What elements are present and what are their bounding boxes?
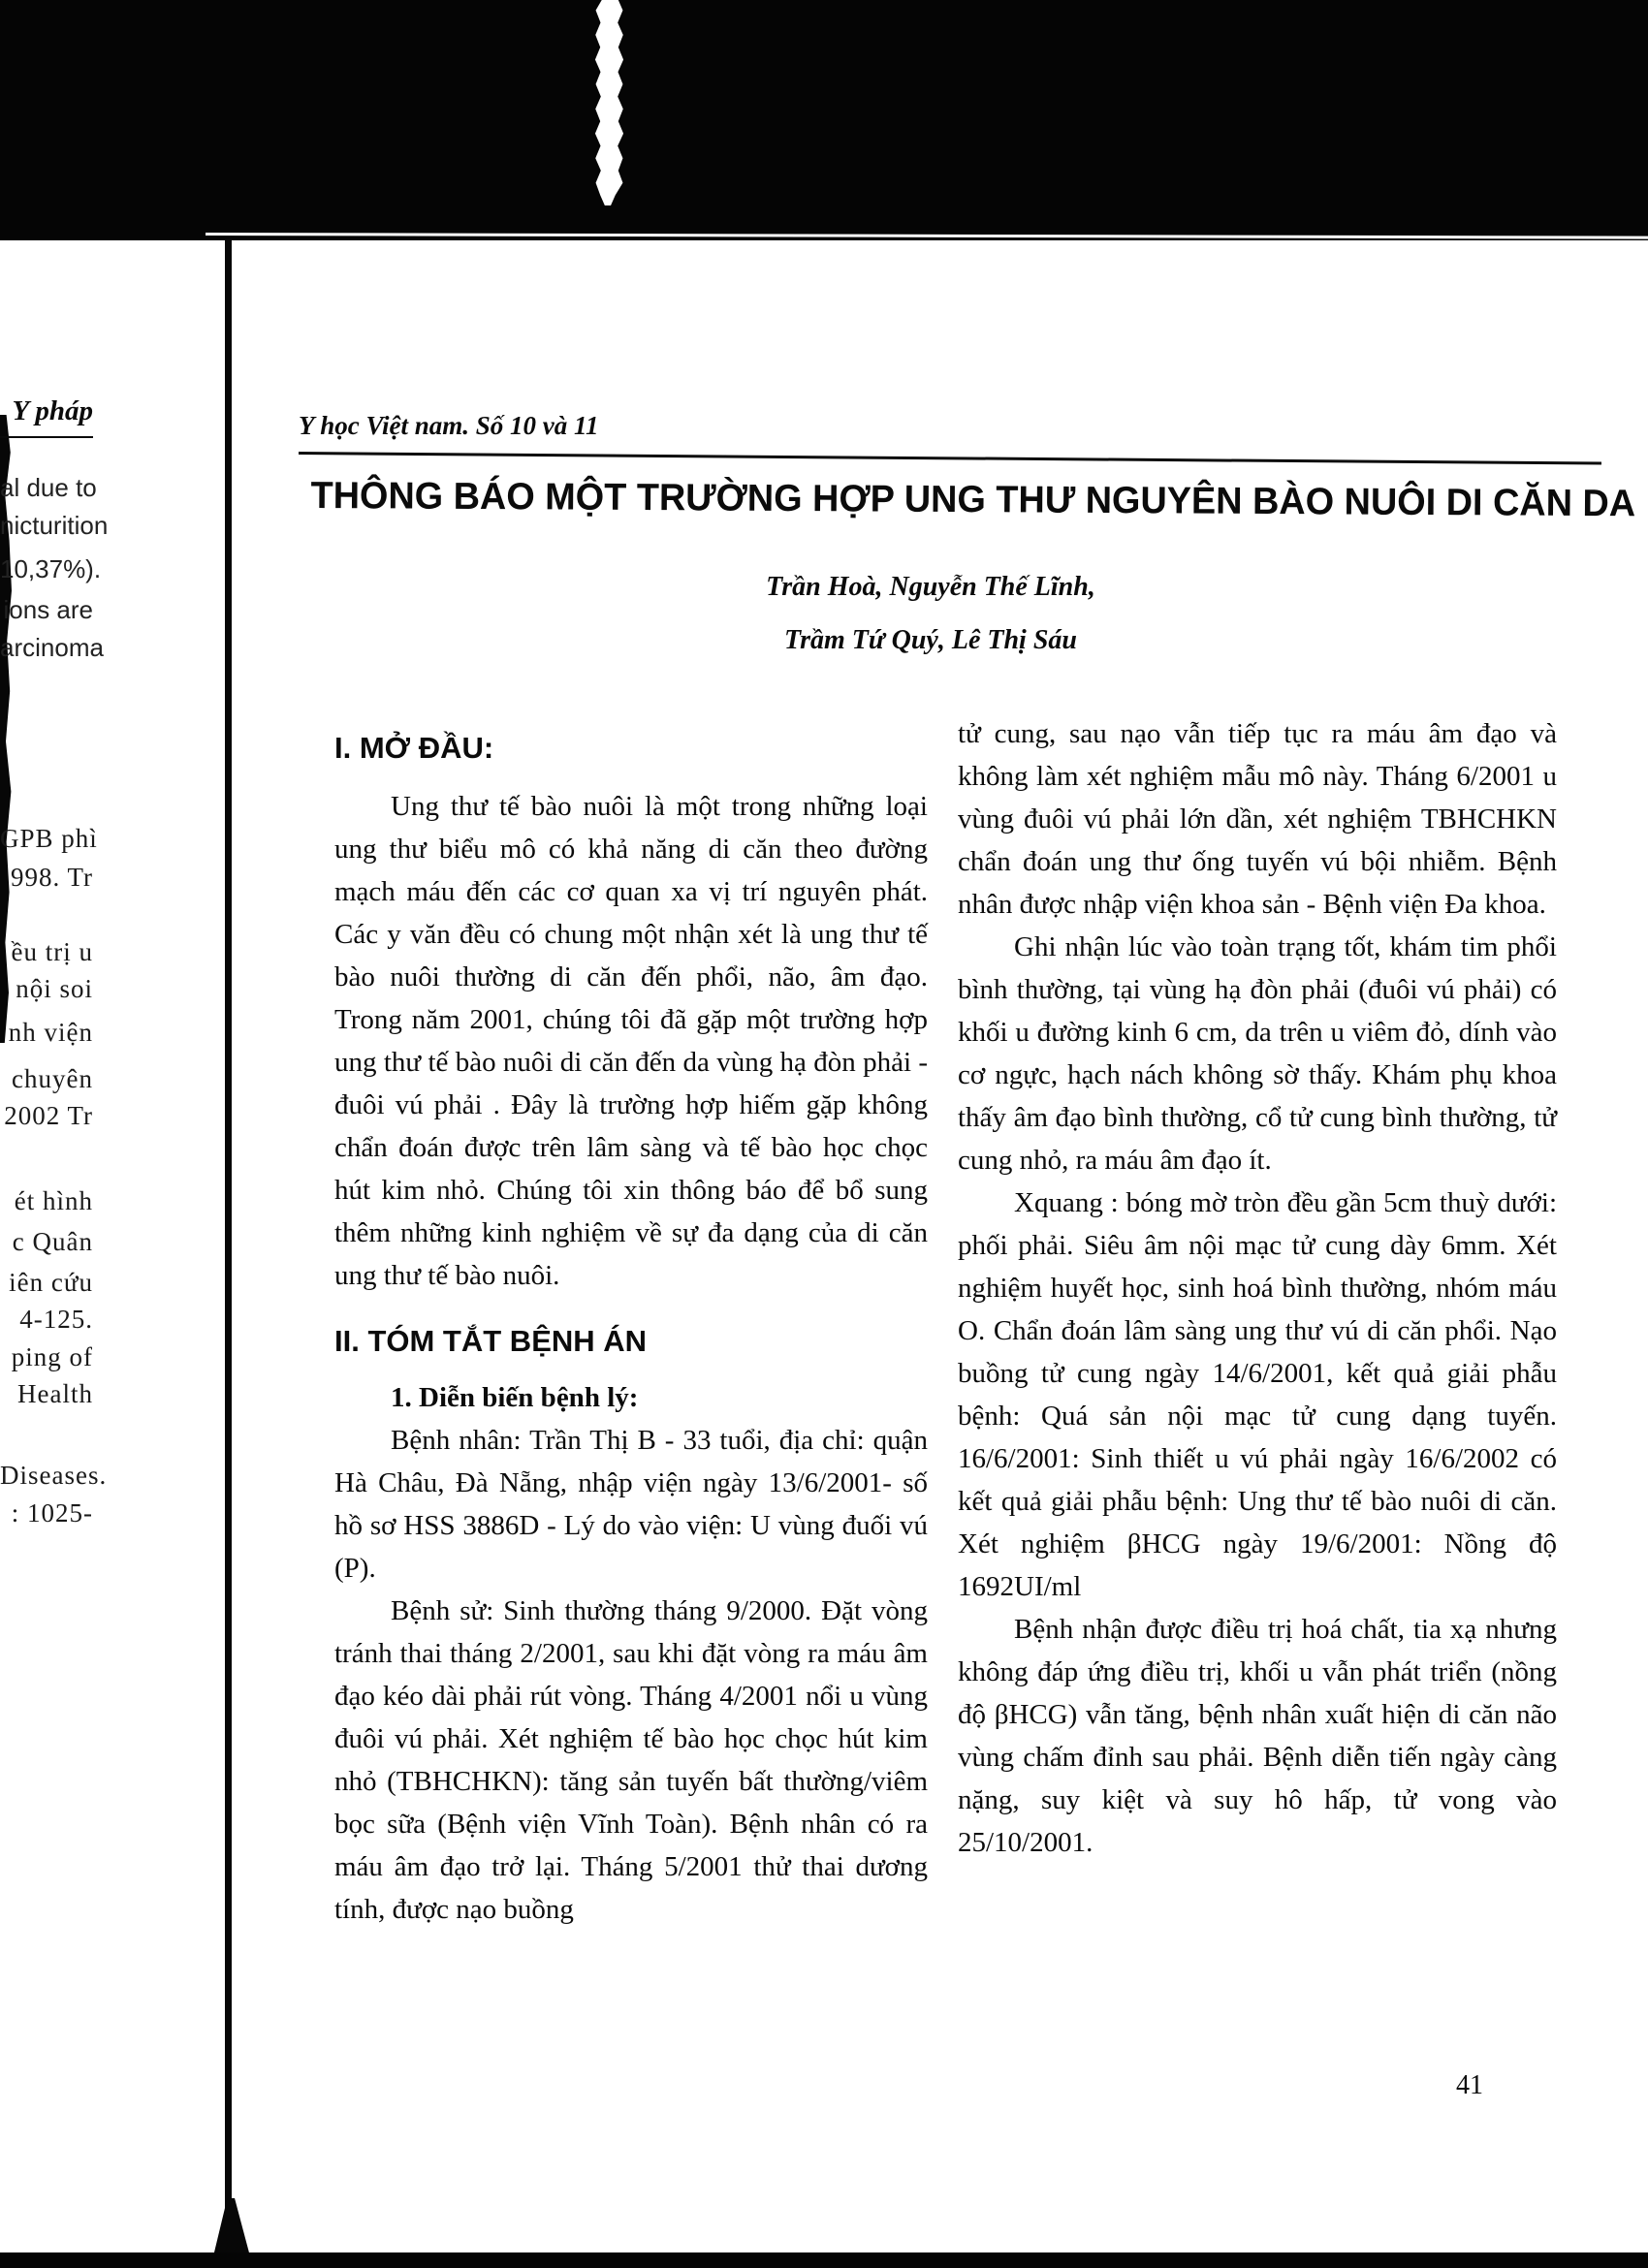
section-2-paragraph-4: Xquang : bóng mờ tròn đều gần 5cm thuỳ dưới: phối phải. Siêu âm nội mạc tử cung dày 6mm. Xét nghiệm huyết học, sinh hoá bình thường, nhóm máu O. Chẩn đoán lâm sàng ung thư vú di căn phổi. Nạo buồng tử cung ngày 14/6/2001, kết quả giải phẫu bệnh: Quá sản nội mạc tử cung dạng tuyến. 16/6/2001: Sinh thiết u vú phải ngày 16/6/2002 có kết quả giải phẫu bệnh: Ung thư tế bào nuôi di căn. Xét nghiệm βHCG ngày 19/6/2001: Nồng độ 1692UI/ml [958, 1187, 1557, 1602]
margin-fragment: al due to [0, 473, 97, 502]
section-1-paragraph: Ung thư tế bào nuôi là một trong những loại ung thư biểu mô có khả năng di căn theo đường mạch máu đến các cơ quan xa vị trí nguyên phát. Các y văn đều có chung một nhận xét là ung thư tế bào nuôi thường di căn đến phổi, não, âm đạo. Trong năm 2001, chúng tôi đã gặp một trường hợp ung thư tế bào nuôi di căn đến da vùng hạ đòn phải - đuôi vú phải . Đây là trường hợp hiếm gặp không chẩn đoán được trên lâm sàng và tế bào học chọc hút kim nhỏ. Chúng tôi xin thông báo để bổ sung thêm những kinh nghiệm về sự đa dạng của di căn ung thư tế bào nuôi. [334, 791, 928, 1291]
scan-bottom-bar [0, 2252, 1648, 2268]
page-gutter-shadow-base [213, 2198, 250, 2256]
section-1-heading: I. MỞ ĐẦU: [334, 731, 494, 765]
margin-fragment-rule [0, 436, 93, 438]
section-2-paragraph-2: Bệnh sử: Sinh thường tháng 9/2000. Đặt vòng tránh thai tháng 2/2001, sau khi đặt vòng ra máu âm đạo kéo dài phải rút vòng. Tháng 4/2001 nổi u vùng đuôi vú phải. Xét nghiệm tế bào học chọc hút kim nhỏ (TBHCHKN): tăng sản tuyến bất thường/viêm bọc sữa (Bệnh viện Vĩnh Toàn). Bệnh nhân có ra máu âm đạo trở lại. Tháng 5/2001 thử thai dương tính, được nạo buồng [334, 1595, 928, 1925]
page-gutter-shadow [225, 238, 232, 2258]
margin-fragment: ions are [3, 595, 93, 624]
authors-line-2: Trầm Tứ Quý, Lê Thị Sáu [784, 625, 1077, 655]
left-column [334, 727, 928, 1931]
margin-fragment: ping of [11, 1342, 93, 1371]
margin-fragment: 10,37%). [0, 554, 102, 583]
page-number: 41 [1456, 2070, 1483, 2100]
spine-highlight-mark [594, 0, 624, 205]
margin-fragment: : 1025- [11, 1498, 93, 1528]
margin-fragment: iên cứu [9, 1268, 93, 1297]
section-2-paragraph-3: Ghi nhận lúc vào toàn trạng tốt, khám tim phổi bình thường, tại vùng hạ đòn phải (đuôi vú phải) có khối u đường kinh 6 cm, da trên u viêm đỏ, dính vào cơ ngực, hạch nách không sờ thấy. Khám phụ khoa thấy âm đạo bình thường, cổ tử cung bình thường, tử cung nhỏ, ra máu âm đạo ít. [958, 931, 1557, 1176]
section-2-paragraph-5: Bệnh nhận được điều trị hoá chất, tia xạ nhưng không đáp ứng điều trị, khối u vẫn phát triển (nồng độ βHCG) vẫn tăng, bệnh nhân xuất hiện di căn não vùng chấm đỉnh sau phải. Bệnh diễn tiến ngày càng nặng, suy kiệt và suy hô hấp, tử vong vào 25/10/2001. [958, 1614, 1557, 1858]
section-2-paragraph-2-continued: tử cung, sau nạo vẫn tiếp tục ra máu âm đạo và không làm xét nghiệm mẫu mô này. Tháng 6/2001 u vùng đuôi vú phải lớn dần, xét nghiệm TBHCHKN chẩn đoán ung thư ống tuyến vú bội nhiễm. Bệnh nhân được nhập viện khoa sản - Bệnh viện Đa khoa. [958, 718, 1557, 920]
authors-line-1: Trần Hoà, Nguyễn Thế Lĩnh, [766, 572, 1095, 602]
previous-page-margin-text [0, 0, 109, 2268]
margin-fragment: c Quân [12, 1227, 93, 1256]
margin-fragment: GPB phì [0, 824, 98, 853]
article-authors [640, 560, 1221, 667]
margin-fragment: 4-125. [19, 1305, 93, 1334]
right-column [958, 712, 1557, 1864]
margin-fragment: ét hình [14, 1186, 93, 1215]
article-title: THÔNG BÁO MỘT TRƯỜNG HỢP UNG THƯ NGUYÊN BÀO NUÔI DI CĂN DA [310, 474, 1636, 525]
margin-fragment: Health [17, 1379, 93, 1408]
margin-fragment: 2002 Tr [4, 1101, 93, 1130]
section-2-paragraph-1: Bệnh nhân: Trần Thị B - 33 tuổi, địa chỉ: quận Hà Châu, Đà Nẵng, nhập viện ngày 13/6/2001- số hồ sơ HSS 3886D - Lý do vào viện: U vùng đuối vú (P). [334, 1425, 928, 1584]
margin-fragment: 998. Tr [10, 863, 93, 892]
margin-fragment: nicturition [0, 511, 109, 540]
margin-fragment: chuyên [12, 1064, 93, 1093]
margin-fragment: ều trị u [11, 937, 93, 966]
section-2-heading: II. TÓM TẮT BỆNH ÁN [334, 1324, 648, 1358]
margin-fragment: nh viện [8, 1018, 93, 1047]
margin-fragment: arcinoma [0, 633, 104, 662]
header-rule [299, 452, 1601, 465]
margin-fragment: nội soi [16, 974, 93, 1003]
section-2-subheading: 1. Diễn biến bệnh lý: [391, 1382, 639, 1413]
margin-fragment: Diseases. [0, 1461, 108, 1490]
margin-fragment: Y pháp [12, 395, 93, 426]
scan-black-banner [0, 0, 1648, 240]
journal-running-head: Y học Việt nam. Số 10 và 11 [299, 411, 599, 440]
